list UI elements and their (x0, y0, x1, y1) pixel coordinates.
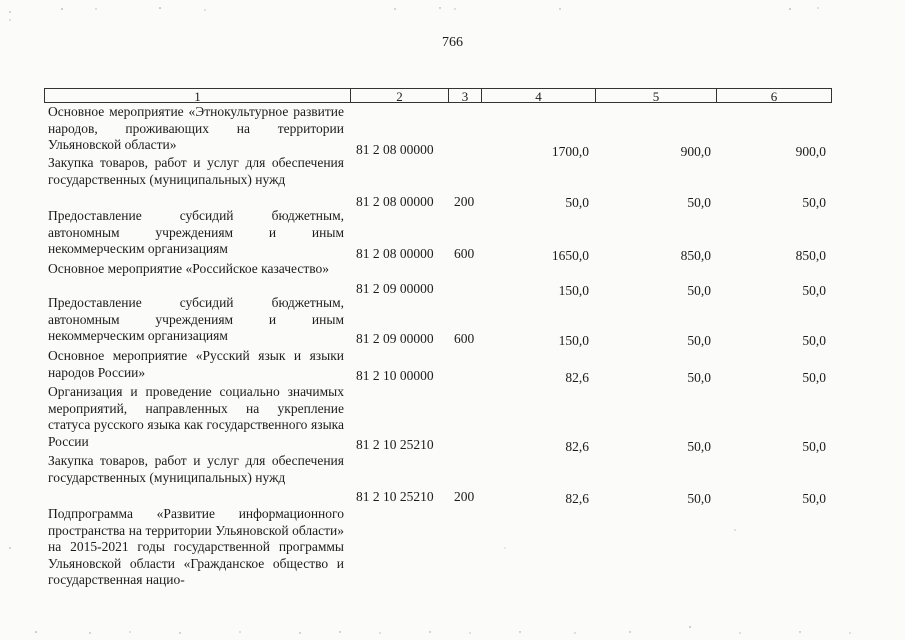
row-code: 81 2 10 25210 (356, 437, 434, 452)
row-description: Закупка товаров, работ и услуг для обеспечения государственных (муниципальных) нужд (48, 453, 344, 485)
row-kvr: 200 (454, 489, 475, 504)
row-value-6: 50,0 (802, 283, 826, 298)
header-col-3: 3 (449, 89, 482, 102)
row-value-6: 50,0 (802, 195, 826, 210)
row-code: 81 2 08 00000 (356, 142, 434, 157)
row-value-5: 50,0 (687, 333, 711, 348)
header-col-4: 4 (482, 89, 596, 102)
row-value-6: 50,0 (802, 491, 826, 506)
row-value-6: 900,0 (795, 144, 826, 159)
row-kvr: 200 (454, 194, 475, 209)
row-value-5: 850,0 (680, 248, 711, 263)
header-col-5: 5 (596, 89, 717, 102)
row-value-5: 50,0 (687, 370, 711, 385)
row-value-4: 1650,0 (551, 248, 589, 263)
row-description: Основное мероприятие «Российское казачество» (48, 261, 330, 276)
table-header (44, 88, 832, 103)
row-code: 81 2 09 00000 (356, 331, 434, 346)
row-value-5: 900,0 (680, 144, 711, 159)
row-value-5: 50,0 (687, 283, 711, 298)
row-code: 81 2 08 00000 (356, 194, 434, 209)
row-code: 81 2 08 00000 (356, 246, 434, 261)
row-value-6: 850,0 (795, 248, 826, 263)
row-value-5: 50,0 (687, 439, 711, 454)
row-value-4: 50,0 (565, 195, 589, 210)
header-col-2: 2 (351, 89, 449, 102)
row-description: Предоставление субсидий бюджетным, автономным учреждениям и иным некоммерческим организациям (48, 208, 344, 257)
header-col-6: 6 (770, 89, 778, 104)
row-code: 81 2 09 00000 (356, 281, 434, 296)
row-code: 81 2 10 25210 (356, 489, 434, 504)
row-value-6: 50,0 (802, 370, 826, 385)
row-description: Подпрограмма «Развитие информационного пространства на территории Ульяновской области» на 2015-2021 годы государственной программы Ульяновской области «Гражданское общество и государственная нацио- (48, 506, 344, 588)
row-value-4: 150,0 (558, 283, 589, 298)
row-description: Предоставление субсидий бюджетным, автономным учреждениям и иным некоммерческим организациям (48, 295, 344, 344)
row-value-4: 150,0 (558, 333, 589, 348)
page-number: 766 (442, 35, 463, 50)
row-description: Основное мероприятие «Этнокультурное развитие народов, проживающих на территории Ульяновской области» (48, 104, 344, 153)
row-code: 81 2 10 00000 (356, 368, 434, 383)
row-value-5: 50,0 (687, 195, 711, 210)
row-value-6: 50,0 (802, 333, 826, 348)
row-value-4: 1700,0 (551, 144, 589, 159)
row-value-4: 82,6 (565, 491, 589, 506)
row-value-5: 50,0 (687, 491, 711, 506)
row-description: Закупка товаров, работ и услуг для обеспечения государственных (муниципальных) нужд (48, 155, 344, 187)
header-col-1: 1 (45, 89, 351, 102)
row-kvr: 600 (454, 331, 475, 346)
row-description: Организация и проведение социально значимых мероприятий, направленных на укрепление статуса русского языка как государственного языка России (48, 384, 344, 449)
row-description: Основное мероприятие «Русский язык и языки народов России» (48, 348, 344, 380)
row-value-4: 82,6 (565, 370, 589, 385)
row-value-4: 82,6 (565, 439, 589, 454)
row-kvr: 600 (454, 246, 475, 261)
row-value-6: 50,0 (802, 439, 826, 454)
